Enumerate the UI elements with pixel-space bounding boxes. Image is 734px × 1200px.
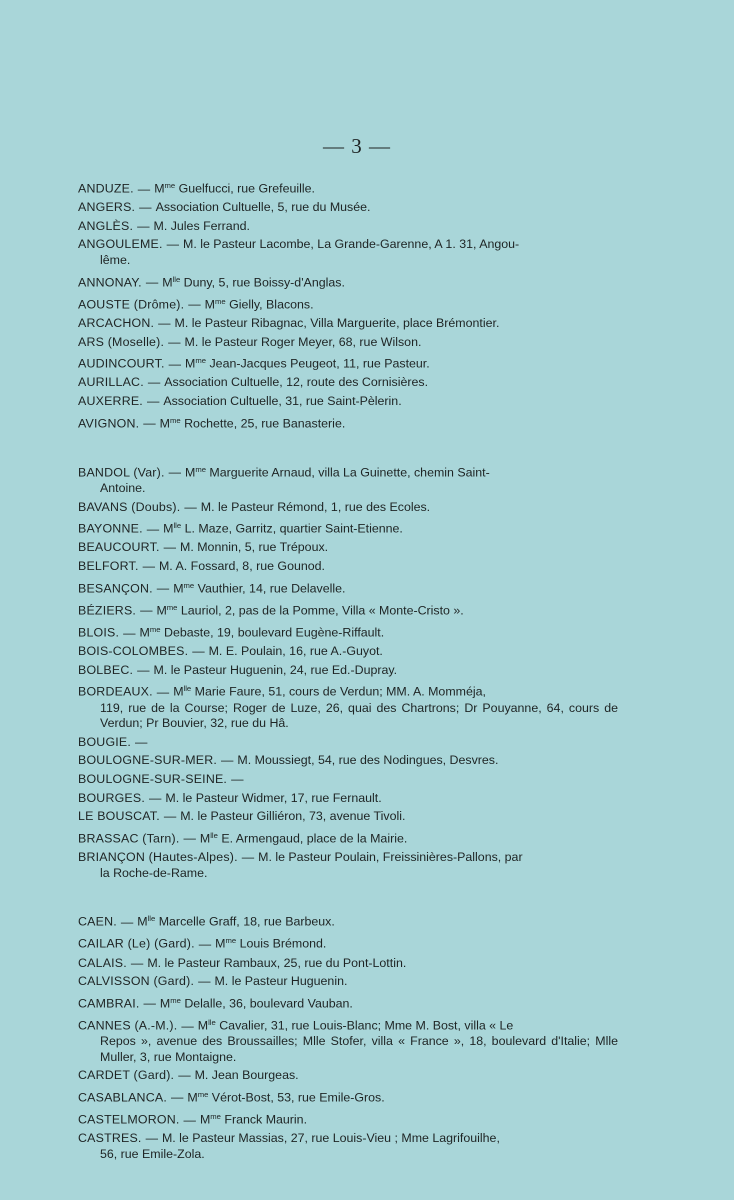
entry-text: M. le Pasteur Widmer, 17, rue Fernault. (165, 790, 382, 805)
entry-text: M. le Pasteur Gilliéron, 73, avenue Tivoli. (180, 809, 406, 824)
entry-text-rest: Delalle, 36, boulevard Vauban. (180, 996, 353, 1011)
list-item (78, 394, 618, 410)
dash-separator: — (139, 200, 152, 215)
city-name: BOUGIE. (78, 734, 132, 749)
city-name: BAVANS (Doubs). (78, 499, 181, 514)
dash-separator: — (149, 790, 162, 805)
dash-separator: — (137, 181, 151, 196)
city-name: ANGLÈS. (78, 218, 134, 233)
list-item (78, 622, 618, 641)
list-item (78, 933, 618, 952)
list-item (78, 200, 618, 216)
list-item (78, 1015, 618, 1065)
list-item (78, 911, 618, 930)
entry-text: M (199, 1112, 211, 1127)
city-name: BLOIS. (78, 625, 120, 640)
list-item (78, 600, 618, 619)
city-name: ANDUZE. (78, 181, 134, 196)
title-superscript: me (149, 624, 161, 634)
city-name: BEAUCOURT. (78, 540, 160, 555)
entry-text: M (137, 914, 148, 929)
entry-text-rest: Vérot-Bost, 53, rue Emile-Gros. (208, 1090, 385, 1105)
list-item (78, 335, 618, 351)
list-item (78, 993, 618, 1012)
list-item (78, 1068, 618, 1084)
dash-separator: — (146, 521, 160, 536)
dash-separator: — (120, 914, 134, 929)
entry-text: M (187, 1090, 198, 1105)
city-name: BOULOGNE-SUR-SEINE. (78, 771, 228, 786)
entry-text: M. Jean Bourgeas. (194, 1068, 299, 1083)
directory-list (78, 178, 618, 1192)
list-item (78, 178, 618, 197)
city-name: BOULOGNE-SUR-MER. (78, 753, 218, 768)
entry-text-rest: Gielly, Blacons. (225, 297, 314, 312)
city-name: CANNES (A.-M.). (78, 1018, 178, 1033)
dash-separator: — (231, 771, 244, 786)
entry-text: M. le Pasteur Massias, 27, rue Louis-Vieu ; Mme Lagrifouilhe, (161, 1131, 500, 1146)
title-superscript: lle (172, 274, 181, 284)
title-superscript: me (225, 936, 237, 946)
dash-separator: — (123, 625, 136, 640)
dash-separator: — (135, 734, 148, 749)
page-number: — 3 — (323, 134, 391, 158)
dash-separator: — (156, 684, 170, 699)
list-item (78, 518, 618, 537)
list-item (78, 1087, 618, 1106)
dash-separator: — (221, 753, 234, 768)
title-superscript: me (214, 296, 226, 306)
city-name: AUXERRE. (78, 393, 143, 408)
dash-separator: — (143, 996, 156, 1011)
title-superscript: me (169, 415, 181, 425)
city-name: CASTELMORON. (78, 1112, 180, 1127)
title-superscript: lle (183, 684, 192, 694)
city-name: BORDEAUX. (78, 684, 153, 699)
city-name: ARCACHON. (78, 315, 155, 330)
entry-text-rest: Guelfucci, rue Grefeuille. (175, 181, 315, 196)
entry-text: M (159, 416, 170, 431)
list-item (78, 540, 618, 556)
entry-text: M. le Pasteur Rambaux, 25, rue du Pont-Lottin. (147, 955, 407, 970)
list-item (78, 772, 618, 788)
title-superscript: me (170, 995, 181, 1005)
dash-separator: — (183, 1112, 196, 1127)
dash-separator: — (146, 393, 160, 408)
dash-separator: — (163, 540, 177, 555)
entry-text: M. le Pasteur Ribagnac, Villa Marguerite, place Brémontier. (174, 315, 500, 330)
entry-text: M (156, 603, 167, 618)
dash-separator: — (147, 375, 161, 390)
list-item (78, 753, 618, 769)
entry-continuation: Repos », avenue des Broussailles; Mlle Stofer, villa « France », 18, boulevard d'Italie; Mlle Muller, 3, rue Montaigne. (100, 1034, 618, 1064)
entry-text: M (173, 581, 184, 596)
title-superscript: lle (147, 914, 156, 924)
title-superscript: me (197, 1089, 209, 1099)
dash-separator: — (168, 334, 181, 349)
entry-text-rest: Vauthier, 14, rue Delavelle. (194, 581, 346, 596)
city-name: AUDINCOURT. (78, 356, 165, 371)
title-superscript: me (166, 602, 178, 612)
city-name: ANNONAY. (78, 275, 142, 290)
city-name: BAYONNE. (78, 521, 143, 536)
entry-text-rest: Franck Maurin. (220, 1112, 308, 1127)
list-item (78, 681, 618, 731)
city-name: CAILAR (Le) (Gard). (78, 936, 195, 951)
entry-text: M. A. Fossard, 8, rue Gounod. (158, 558, 325, 573)
list-item (78, 500, 618, 516)
dash-separator: — (178, 1068, 191, 1083)
list-item (78, 413, 618, 432)
entry-text-rest: Marie Faure, 51, cours de Verdun; MM. A. Momméja, (191, 684, 486, 699)
entry-text-rest: Lauriol, 2, pas de la Pomme, Villa « Monte-Cristo ». (177, 603, 464, 618)
entry-text: M (215, 936, 226, 951)
city-name: ARS (Moselle). (78, 334, 165, 349)
dash-separator: — (137, 218, 150, 233)
dash-separator: — (143, 416, 156, 431)
city-name: CASABLANCA. (78, 1090, 167, 1105)
title-superscript: lle (210, 830, 218, 840)
dash-separator: — (188, 297, 201, 312)
group-b (78, 462, 618, 881)
list-item (78, 462, 618, 497)
entry-text: Association Cultuelle, 31, rue Saint-Pèlerin. (163, 393, 402, 408)
entry-text: M (173, 684, 184, 699)
entry-continuation: la Roche-de-Rame. (100, 865, 208, 880)
entry-text: M. E. Poulain, 16, rue A.-Guyot. (208, 644, 383, 659)
list-item (78, 353, 618, 372)
entry-text: M. le Pasteur Rémond, 1, rue des Ecoles. (200, 499, 431, 514)
entry-text: M (199, 831, 211, 846)
entry-text-rest: Rochette, 25, rue Banasterie. (180, 416, 346, 431)
list-item (78, 644, 618, 660)
city-name: BÉZIERS. (78, 603, 137, 618)
dash-separator: — (142, 558, 155, 573)
entry-text: M (162, 275, 173, 290)
entry-text-rest: E. Armengaud, place de la Mairie. (217, 831, 408, 846)
dash-separator: — (181, 1018, 194, 1033)
dash-separator: — (168, 356, 182, 371)
dash-separator: — (137, 662, 150, 677)
title-superscript: me (210, 1112, 221, 1122)
entry-continuation: lême. (100, 252, 131, 267)
list-item (78, 375, 618, 391)
dash-separator: — (241, 849, 255, 864)
dash-separator: — (130, 955, 144, 970)
entry-continuation: Antoine. (100, 480, 146, 495)
entry-text: Association Cultuelle, 12, route des Cornisières. (164, 375, 429, 390)
list-item (78, 272, 618, 291)
city-name: CAEN. (78, 914, 117, 929)
title-superscript: me (164, 181, 176, 190)
entry-text-rest: Louis Brémond. (236, 936, 327, 951)
list-item (78, 791, 618, 807)
city-name: AOUSTE (Drôme). (78, 297, 185, 312)
dash-separator: — (145, 275, 159, 290)
city-name: LE BOUSCAT. (78, 809, 160, 824)
entry-text: M (154, 181, 165, 196)
list-item (78, 828, 618, 847)
entry-text: M. Moussiegt, 54, rue des Nodingues, Desvres. (237, 753, 499, 768)
entry-text-rest: Jean-Jacques Peugeot, 11, rue Pasteur. (206, 356, 430, 371)
city-name: BRIANÇON (Hautes-Alpes). (78, 849, 238, 864)
list-item (78, 663, 618, 679)
dash-separator: — (168, 465, 181, 480)
city-name: BRASSAC (Tarn). (78, 831, 180, 846)
city-name: BESANÇON. (78, 581, 153, 596)
list-item (78, 316, 618, 332)
dash-separator: — (166, 237, 180, 252)
list-item (78, 956, 618, 972)
list-item (78, 1131, 618, 1162)
list-item (78, 219, 618, 235)
city-name: AURILLAC. (78, 375, 144, 390)
entry-text: Association Cultuelle, 5, rue du Musée. (155, 200, 371, 215)
entry-text: M. le Pasteur Poulain, Freissinières-Pallons, par (258, 849, 523, 864)
city-name: ANGOULEME. (78, 237, 163, 252)
dash-separator: — (198, 936, 212, 951)
list-item (78, 809, 618, 825)
dash-separator: — (163, 809, 177, 824)
entry-text: M. le Pasteur Roger Meyer, 68, rue Wilson. (184, 334, 422, 349)
title-superscript: me (183, 580, 195, 590)
entry-text: M. le Pasteur Huguenin. (214, 974, 348, 989)
city-name: CALAIS. (78, 955, 127, 970)
list-item (78, 559, 618, 575)
dash-separator: — (183, 831, 196, 846)
list-item (78, 1109, 618, 1128)
city-name: ANGERS. (78, 200, 136, 215)
entry-text-rest: Marguerite Arnaud, villa La Guinette, chemin Saint- (205, 465, 490, 480)
list-item (78, 294, 618, 313)
entry-text: M. le Pasteur Lacombe, La Grande-Garenne, A 1. 31, Angou- (183, 237, 520, 252)
city-name: BANDOL (Var). (78, 465, 165, 480)
entry-text: M. Monnin, 5, rue Trépoux. (180, 540, 329, 555)
title-superscript: me (195, 356, 207, 366)
list-item (78, 974, 618, 990)
entry-text-rest: Duny, 5, rue Boissy-d'Anglas. (180, 275, 345, 290)
city-name: BOLBEC. (78, 662, 134, 677)
group-c (78, 911, 618, 1162)
list-item (78, 735, 618, 751)
list-item (78, 237, 618, 268)
entry-text: M. le Pasteur Huguenin, 24, rue Ed.-Dupray. (153, 662, 398, 677)
city-name: CALVISSON (Gard). (78, 974, 195, 989)
entry-text: M (184, 465, 196, 480)
entry-text: M (204, 297, 215, 312)
city-name: CASTRES. (78, 1131, 142, 1146)
dash-separator: — (156, 581, 170, 596)
dash-separator: — (192, 644, 205, 659)
city-name: AVIGNON. (78, 416, 140, 431)
dash-separator: — (198, 974, 211, 989)
entry-text-rest: L. Maze, Garritz, quartier Saint-Etienne. (181, 521, 403, 536)
entry-text-rest: Debaste, 19, boulevard Eugène-Riffault. (160, 625, 385, 640)
dash-separator: — (184, 499, 197, 514)
title-superscript: lle (173, 521, 182, 531)
dash-separator: — (158, 315, 171, 330)
entry-continuation: 56, rue Emile-Zola. (100, 1146, 205, 1161)
entry-text-rest: Cavalier, 31, rue Louis-Blanc; Mme M. Bost, villa « Le (215, 1018, 514, 1033)
city-name: CAMBRAI. (78, 996, 140, 1011)
city-name: BOIS-COLOMBES. (78, 644, 189, 659)
city-name: BOURGES. (78, 790, 146, 805)
entry-text-rest: Marcelle Graff, 18, rue Barbeux. (155, 914, 335, 929)
title-superscript: lle (208, 1017, 216, 1027)
entry-text: M (163, 521, 174, 536)
entry-text: M (185, 356, 196, 371)
title-superscript: me (195, 464, 206, 474)
entry-text: M. Jules Ferrand. (153, 218, 250, 233)
city-name: CARDET (Gard). (78, 1068, 175, 1083)
dash-separator: — (145, 1131, 158, 1146)
city-name: BELFORT. (78, 558, 139, 573)
entry-text: M (159, 996, 171, 1011)
list-item (78, 578, 618, 597)
entry-text: M (139, 625, 150, 640)
group-a (78, 178, 618, 432)
dash-separator: — (170, 1090, 184, 1105)
dash-separator: — (140, 603, 153, 618)
list-item (78, 850, 618, 881)
entry-continuation: 119, rue de la Course; Roger de Luze, 26, quai des Chartrons; Dr Pouyanne, 64, cours de Verdun; Pr Bouvier, 32, rue du Hâ. (100, 700, 618, 731)
entry-text: M (197, 1018, 209, 1033)
